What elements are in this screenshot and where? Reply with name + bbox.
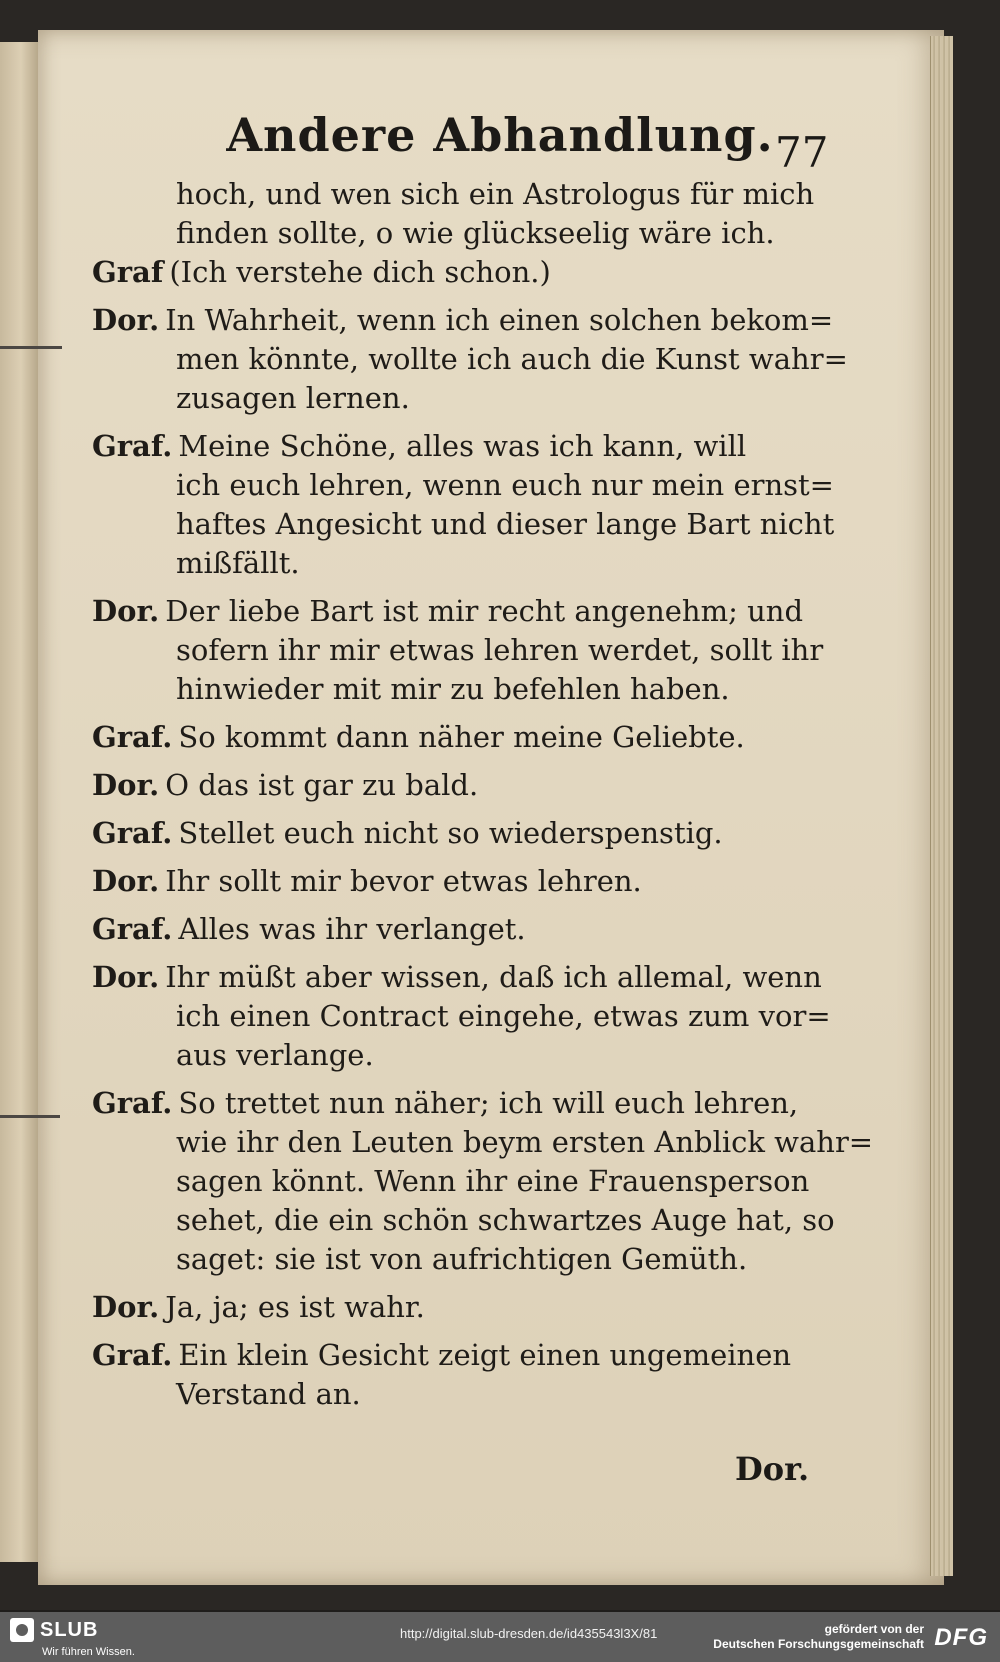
line-text: So kommt dann näher meine Geliebte.	[178, 720, 745, 754]
text-line	[92, 1162, 832, 1201]
text-line	[92, 340, 848, 379]
slub-logo[interactable]	[10, 1618, 135, 1658]
speaker-label: Dor.	[92, 303, 160, 337]
binding-thread-mark	[0, 346, 62, 349]
funding-line-1: gefördert von der	[824, 1622, 924, 1636]
line-text: sofern ihr mir etwas lehren werdet, sollt ihr	[176, 633, 824, 667]
line-text: (Ich verstehe dich schon.)	[169, 255, 551, 289]
text-line	[92, 427, 832, 466]
page-header-title: Andere Abhandlung.	[226, 108, 774, 162]
text-line	[92, 1336, 832, 1375]
text-line	[92, 670, 832, 709]
binding-thread-mark	[0, 1115, 60, 1118]
text-line	[92, 862, 832, 901]
line-gap	[92, 757, 832, 766]
line-text: men könnte, wollte ich auch die Kunst wahr=	[176, 342, 848, 376]
text-line	[92, 214, 832, 253]
page-number: 77	[775, 128, 829, 177]
line-text: aus verlange.	[176, 1038, 374, 1072]
speaker-label: Graf.	[92, 720, 173, 754]
text-line	[92, 1036, 832, 1075]
speaker-label: Graf.	[92, 816, 173, 850]
text-line	[92, 466, 832, 505]
funding-note	[713, 1622, 924, 1652]
line-text: O das ist gar zu bald.	[165, 768, 479, 802]
line-text: Meine Schöne, alles was ich kann, will	[178, 429, 747, 463]
text-line	[92, 175, 832, 214]
slub-tagline: Wir führen Wissen.	[42, 1646, 135, 1658]
line-text: wie ihr den Leuten beym ersten Anblick wahr=	[176, 1125, 874, 1159]
line-text: So trettet nun näher; ich will euch lehren,	[178, 1086, 799, 1120]
speaker-label: Dor.	[92, 768, 160, 802]
speaker-label: Graf	[92, 255, 164, 289]
line-text: Alles was ihr verlanget.	[178, 912, 526, 946]
speaker-label: Dor.	[92, 864, 160, 898]
line-text: Stellet euch nicht so wiederspenstig.	[178, 816, 723, 850]
text-line	[92, 544, 832, 583]
line-text: zusagen lernen.	[176, 381, 410, 415]
line-gap	[92, 853, 832, 862]
line-text: ich euch lehren, wenn euch nur mein ernst=	[176, 468, 834, 502]
line-text: mißfällt.	[176, 546, 300, 580]
speaker-label: Dor.	[92, 960, 160, 994]
text-line	[92, 1288, 832, 1327]
text-line	[92, 631, 832, 670]
text-line	[92, 910, 832, 949]
line-text: Der liebe Bart ist mir recht angenehm; und	[165, 594, 804, 628]
line-gap	[92, 901, 832, 910]
text-line	[92, 301, 832, 340]
text-line	[92, 1240, 832, 1279]
text-line	[92, 592, 832, 631]
speaker-label: Dor.	[92, 1290, 160, 1324]
line-gap	[92, 949, 832, 958]
speaker-label: Graf.	[92, 1086, 173, 1120]
text-line	[92, 1201, 835, 1240]
text-line	[92, 1375, 832, 1414]
text-line	[92, 505, 835, 544]
speaker-label: Graf.	[92, 429, 173, 463]
line-gap	[92, 292, 832, 301]
text-line	[92, 253, 832, 292]
line-gap	[92, 418, 832, 427]
text-line	[92, 1123, 874, 1162]
text-line	[92, 718, 832, 757]
slub-logo-text: SLUB	[40, 1619, 99, 1641]
line-text: Verstand an.	[176, 1377, 361, 1411]
line-text: haftes Angesicht und dieser lange Bart nicht	[176, 507, 835, 541]
catchword: Dor.	[735, 1450, 810, 1488]
text-line	[92, 814, 832, 853]
line-gap	[92, 805, 832, 814]
funding-line-2: Deutschen Forschungsgemeinschaft	[713, 1637, 924, 1651]
line-gap	[92, 1075, 832, 1084]
dfg-logo[interactable]: DFG	[934, 1624, 988, 1651]
line-text: Ein klein Gesicht zeigt einen ungemeinen	[178, 1338, 792, 1372]
line-text: saget: sie ist von aufrichtigen Gemüth.	[176, 1242, 748, 1276]
line-text: ich einen Contract eingehe, etwas zum vor=	[176, 999, 831, 1033]
line-gap	[92, 1327, 832, 1336]
text-line	[92, 766, 832, 805]
line-text: In Wahrheit, wenn ich einen solchen bekom=	[165, 303, 834, 337]
text-line	[92, 958, 832, 997]
line-text: Ihr sollt mir bevor etwas lehren.	[165, 864, 642, 898]
text-line	[92, 1084, 832, 1123]
line-text: hinwieder mit mir zu befehlen haben.	[176, 672, 730, 706]
slub-logo-icon	[10, 1618, 34, 1642]
speaker-label: Graf.	[92, 1338, 173, 1372]
line-text: Ja, ja; es ist wahr.	[165, 1290, 425, 1324]
permalink-url[interactable]: http://digital.slub-dresden.de/id435543l3X/81	[400, 1626, 658, 1641]
page-stack-edge	[930, 36, 953, 1576]
speaker-label: Graf.	[92, 912, 173, 946]
line-gap	[92, 709, 832, 718]
line-gap	[92, 1279, 832, 1288]
line-text: finden sollte, o wie glückseelig wäre ich.	[176, 216, 775, 250]
line-text: sehet, die ein schön schwartzes Auge hat, so	[176, 1203, 835, 1237]
left-page-edge	[0, 42, 40, 1562]
text-line	[92, 997, 832, 1036]
text-line	[92, 379, 832, 418]
line-text: sagen könnt. Wenn ihr eine Frauensperson	[176, 1164, 810, 1198]
line-text: hoch, und wen sich ein Astrologus für mich	[176, 177, 815, 211]
viewer-footer-bar	[0, 1612, 1000, 1662]
speaker-label: Dor.	[92, 594, 160, 628]
dialogue-text-block	[92, 175, 874, 1414]
line-text: Ihr müßt aber wissen, daß ich allemal, wenn	[165, 960, 822, 994]
line-gap	[92, 583, 832, 592]
